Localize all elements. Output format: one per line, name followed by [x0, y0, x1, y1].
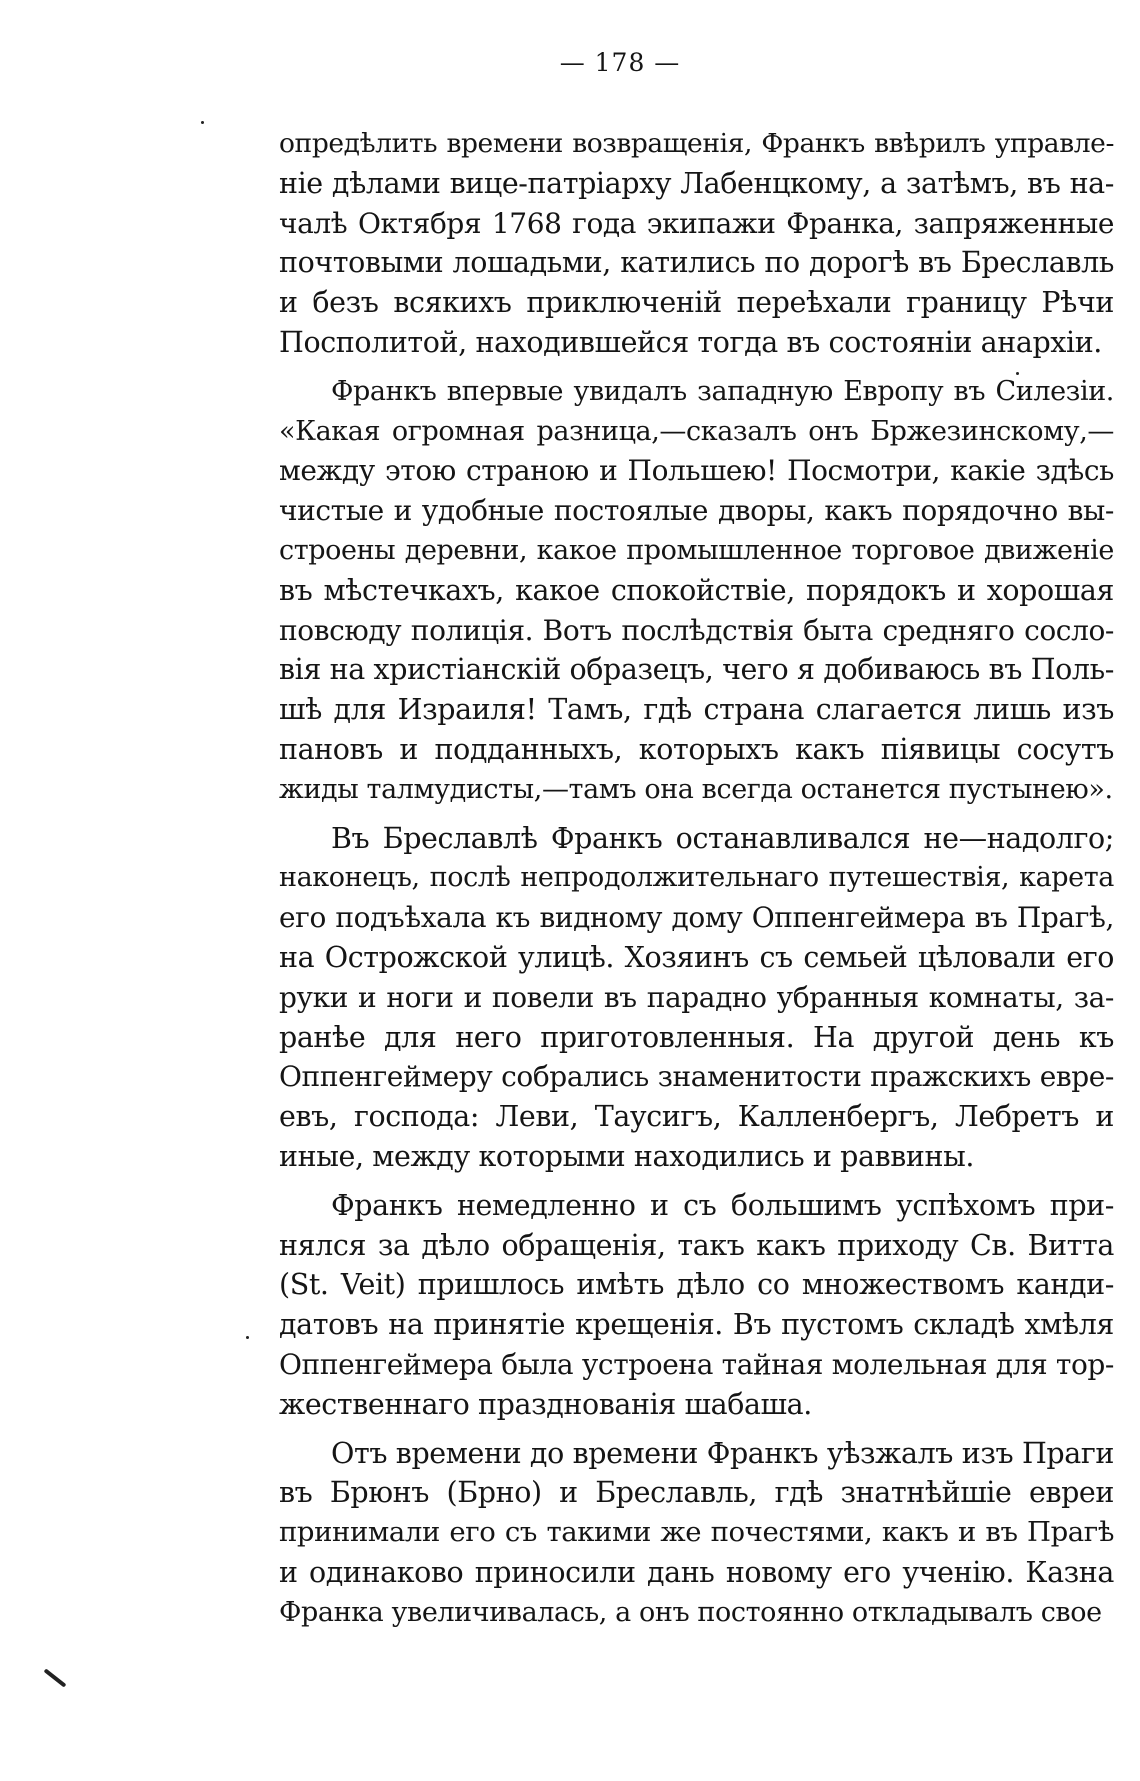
text-line: наконецъ, послѣ непродолжительнаго путешествія, карета: [279, 862, 1114, 894]
text-line: нялся за дѣло обращенія, такъ какъ приходу Св. Витта: [279, 1228, 1114, 1262]
text-line: жественнаго празднованія шабаша.: [279, 1387, 812, 1421]
paragraph: [279, 124, 1114, 363]
text-line: Франкъ впервые увидалъ западную Европу въ Силезіи.: [331, 375, 1114, 407]
text-line: опредѣлить времени возвращенія, Франкъ ввѣрилъ управле-: [279, 128, 1114, 159]
paragraph: [279, 1434, 1114, 1633]
text-line: Посполитой, находившейся тогда въ состояніи анархіи.: [279, 325, 1102, 359]
text-line: Отъ времени до времени Франкъ уѣзжалъ изъ Праги: [331, 1436, 1114, 1470]
text-line: шѣ для Израиля! Тамъ, гдѣ страна слагается лишь изъ: [279, 693, 1114, 727]
text-line: строены деревни, какое промышленное торговое движеніе: [279, 534, 1114, 566]
text-line: руки и ноги и повели въ парадно убранныя комнаты, за-: [279, 980, 1114, 1014]
text-line: датовъ на принятіе крещенія. Въ пустомъ складѣ хмѣля: [279, 1308, 1114, 1342]
text-line: иные, между которыми находились и раввины.: [279, 1139, 975, 1173]
text-line: въ мѣстечкахъ, какое спокойствіе, порядокъ и хорошая: [279, 573, 1114, 607]
body-text: [279, 124, 1114, 1632]
text-line: Оппенгеймера была устроена тайная молельная для тор-: [279, 1347, 1114, 1381]
text-line: на Острожской улицѣ. Хозяинъ съ семьей цѣловали его: [279, 940, 1114, 974]
text-line: и одинаково приносили дань новому его ученію. Казна: [279, 1555, 1114, 1589]
text-line: жиды талмудисты,—тамъ она всегда останется пустынею».: [279, 773, 1113, 805]
text-line: Въ Бреславлѣ Франкъ останавливался не—надолго;: [331, 821, 1114, 855]
ink-speck: [246, 1336, 249, 1339]
text-line: Франкъ немедленно и съ большимъ успѣхомъ при-: [331, 1188, 1114, 1222]
text-line: вія на христіанскій образецъ, чего я добиваюсь въ Поль-: [279, 653, 1114, 687]
text-line: Франка увеличивалась, а онъ постоянно откладывалъ свое: [279, 1596, 1102, 1628]
text-line: ранѣе для него приготовленныя. На другой день къ: [279, 1020, 1114, 1054]
page-number: — 178 —: [559, 48, 681, 77]
text-line: евъ, господа: Леви, Таусигъ, Калленбергъ, Лебретъ и: [279, 1100, 1114, 1134]
text-line: принимали его съ такими же почестями, какъ и въ Прагѣ: [279, 1516, 1114, 1549]
ink-scratch-mark: [44, 1668, 67, 1687]
text-line: Оппенгеймеру собрались знаменитости пражскихъ евре-: [279, 1060, 1114, 1094]
ink-speck: [201, 121, 204, 124]
text-line: чистые и удобные постоялые дворы, какъ порядочно вы-: [279, 494, 1114, 528]
text-line: «Какая огромная разница,—сказалъ онъ Бржезинскому,—: [279, 415, 1114, 447]
text-line: повсюду полиція. Вотъ послѣдствія быта средняго сосло-: [279, 613, 1114, 647]
paragraph: [279, 819, 1114, 1177]
paragraph: [279, 372, 1114, 810]
text-line: почтовыми лошадьми, катились по дорогѣ въ Бреславль: [279, 246, 1114, 280]
text-line: пановъ и подданныхъ, которыхъ какъ піявицы сосутъ: [279, 732, 1114, 766]
text-line: и безъ всякихъ приключеній переѣхали границу Рѣчи: [279, 286, 1114, 320]
text-line: (St. Veit) пришлось имѣть дѣло со множествомъ канди-: [279, 1268, 1114, 1302]
ink-speck: [1016, 372, 1019, 375]
text-line: его подъѣхала къ видному дому Оппенгеймера въ Прагѣ,: [279, 901, 1114, 935]
text-line: въ Брюнъ (Брно) и Бреславль, гдѣ знатнѣйшіе евреи: [279, 1476, 1114, 1510]
text-line: ніе дѣлами вице-патріарху Лабенцкому, а затѣмъ, въ на-: [279, 166, 1114, 200]
text-line: между этою страною и Польшею! Посмотри, какіе здѣсь: [279, 454, 1114, 488]
text-line: чалѣ Октября 1768 года экипажи Франка, запряженные: [279, 206, 1114, 240]
paragraph: [279, 1186, 1114, 1425]
